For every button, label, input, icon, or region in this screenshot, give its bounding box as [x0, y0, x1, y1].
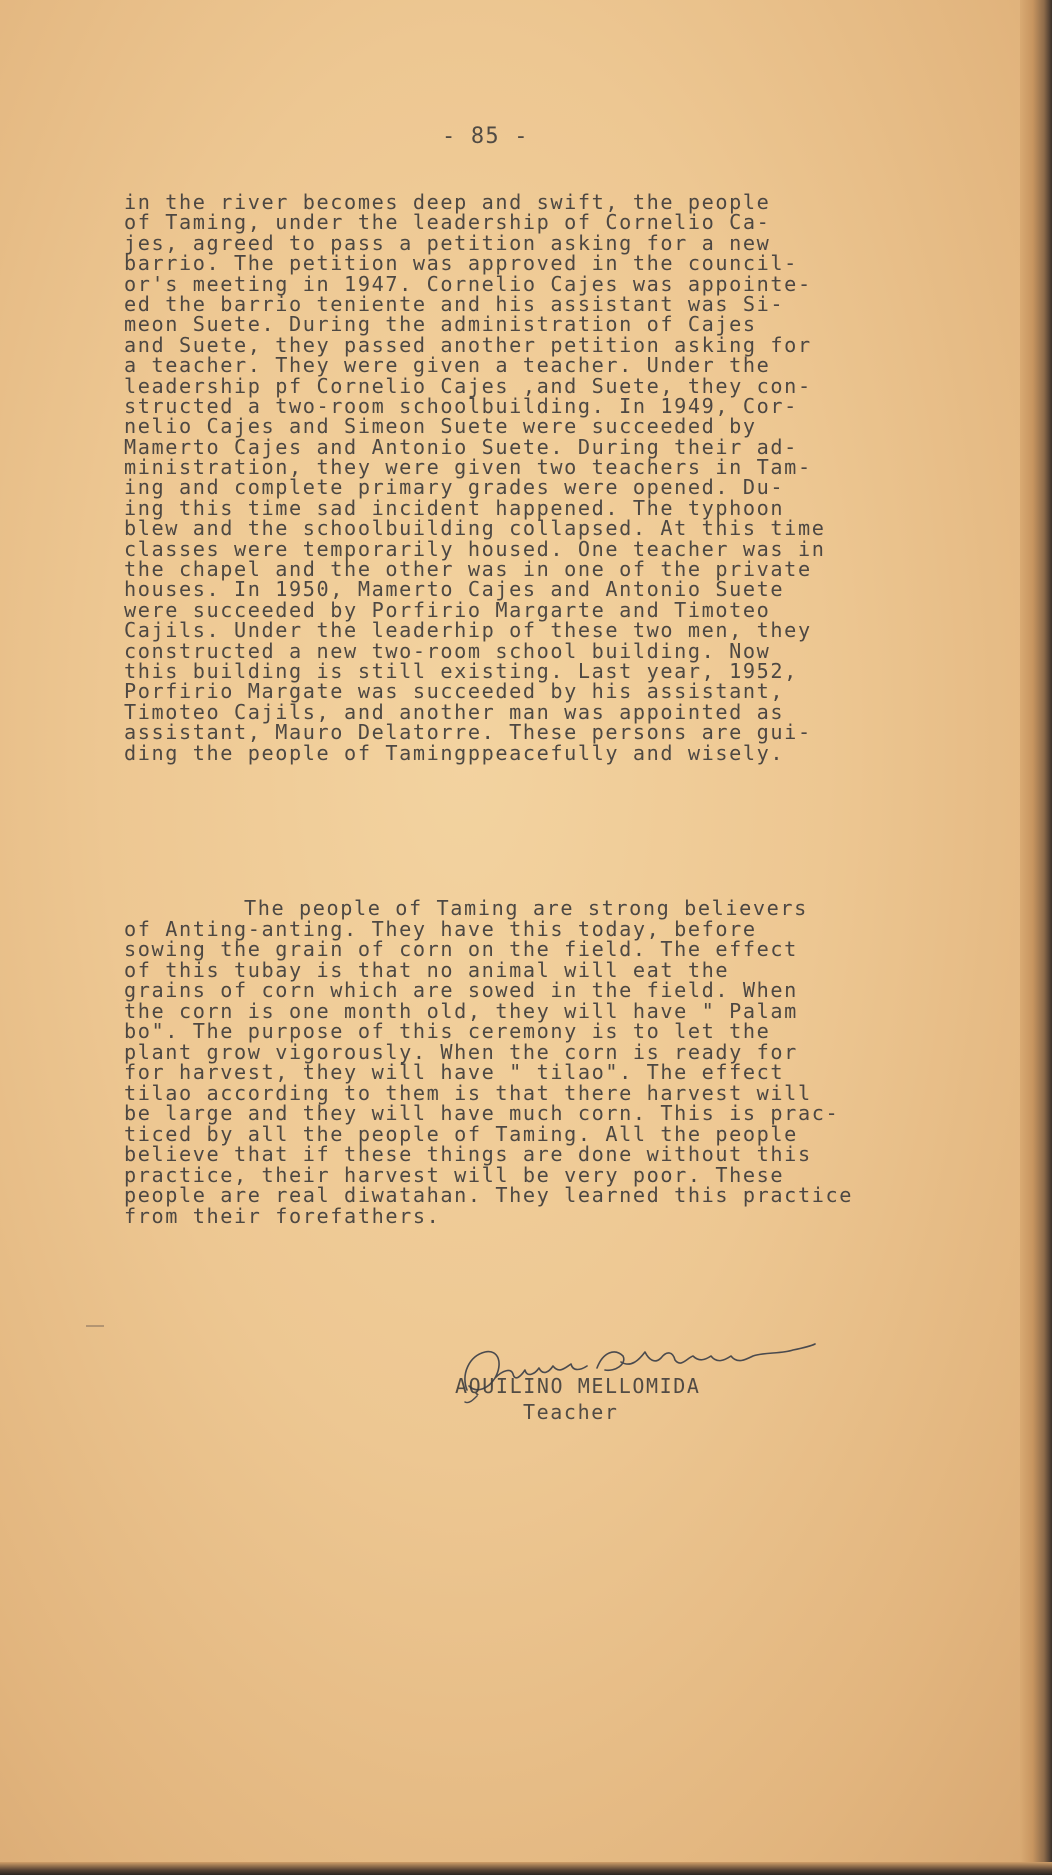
text-line: bo". The purpose of this ceremony is to let the: [124, 1019, 771, 1043]
teacher-name: AQUILINO MELLOMIDA: [455, 1374, 701, 1398]
text-line: for harvest, they will have " tilao". The effect: [124, 1060, 785, 1084]
text-line: grains of corn which are sowed in the field. When: [124, 978, 798, 1002]
page-right-edge: [1020, 0, 1052, 1875]
text-line: be large and they will have much corn. This is prac-: [124, 1101, 840, 1125]
text-line: plant grow vigorously. When the corn is ready for: [124, 1039, 798, 1064]
text-line: assistant, Mauro Delatorre. These persons are gui-: [124, 720, 812, 745]
text-line: or's meeting in 1947. Cornelio Cajes was appointe-: [124, 271, 812, 296]
text-line: the chapel and the other was in one of the private: [124, 557, 812, 582]
text-line: ticed by all the people of Taming. All the people: [124, 1121, 798, 1146]
text-line: blew and the schoolbuilding collapsed. At this time: [124, 516, 826, 541]
text-line: Cajils. Under the leaderhip of these two men, they: [124, 618, 812, 643]
text-line: from their forefathers.: [124, 1203, 441, 1228]
page-number: - 85 -: [442, 124, 529, 149]
text-line: meon Suete. During the administration of Cajes: [124, 312, 757, 337]
text-line: ed the barrio teniente and his assistant was Si-: [124, 291, 785, 316]
text-line: the corn is one month old, they will have " Palam: [124, 998, 798, 1023]
text-line: Timoteo Cajils, and another man was appointed as: [124, 699, 785, 724]
signature-block: [455, 1338, 835, 1428]
text-line: structed a two-room schoolbuilding. In 1949, Cor-: [124, 393, 798, 418]
text-line: barrio. The petition was approved in the council-: [124, 251, 798, 276]
page-bottom-edge: [0, 1862, 1052, 1875]
text-line: were succeeded by Porfirio Margarte and Timoteo: [124, 597, 771, 622]
text-line: The people of Taming are strong believers: [244, 896, 808, 920]
text-line: believe that if these things are done without this: [124, 1142, 812, 1166]
text-line: in the river becomes deep and swift, the people: [124, 190, 771, 214]
text-line: Mamerto Cajes and Antonio Suete. During their ad-: [124, 434, 798, 459]
text-line: ing this time sad incident happened. The typhoon: [124, 495, 785, 520]
text-line: leadership pf Cornelio Cajes ,and Suete, they con-: [124, 373, 812, 398]
paragraph-anting-anting: [124, 898, 853, 1226]
text-line: ministration, they were given two teachers in Tam-: [124, 455, 812, 480]
text-line: sowing the grain of corn on the field. The effect: [124, 937, 798, 961]
text-line: nelio Cajes and Simeon Suete were succeeded by: [124, 414, 757, 439]
text-line: practice, their harvest will be very poor. These: [124, 1162, 785, 1187]
text-line: constructed a new two-room school building. Now: [124, 638, 771, 663]
text-line: houses. In 1950, Mamerto Cajes and Antonio Suete: [124, 577, 785, 602]
text-line: Porfirio Margate was succeeded by his assistant,: [124, 679, 785, 704]
text-line: of this tubay is that no animal will eat the: [124, 957, 730, 982]
text-line: of Anting-anting. They have this today, before: [124, 916, 757, 941]
text-line: of Taming, under the leadership of Cornelio Ca-: [124, 210, 771, 235]
margin-mark: [86, 1325, 104, 1327]
teacher-title: Teacher: [523, 1400, 619, 1424]
text-line: classes were temporarily housed. One teacher was in: [124, 536, 826, 561]
text-line: this building is still existing. Last year, 1952,: [124, 658, 798, 683]
text-line: ding the people of Tamingppeacefully and wisely.: [124, 740, 785, 765]
text-line: tilao according to them is that there harvest will: [124, 1080, 812, 1105]
text-line: jes, agreed to pass a petition asking for a new: [124, 230, 771, 255]
text-line: a teacher. They were given a teacher. Under the: [124, 353, 771, 378]
text-line: people are real diwatahan. They learned this practice: [124, 1183, 853, 1207]
paragraph-barrio-history: [124, 192, 825, 763]
text-line: and Suete, they passed another petition asking for: [124, 332, 812, 357]
text-line: ing and complete primary grades were opened. Du-: [124, 475, 785, 500]
